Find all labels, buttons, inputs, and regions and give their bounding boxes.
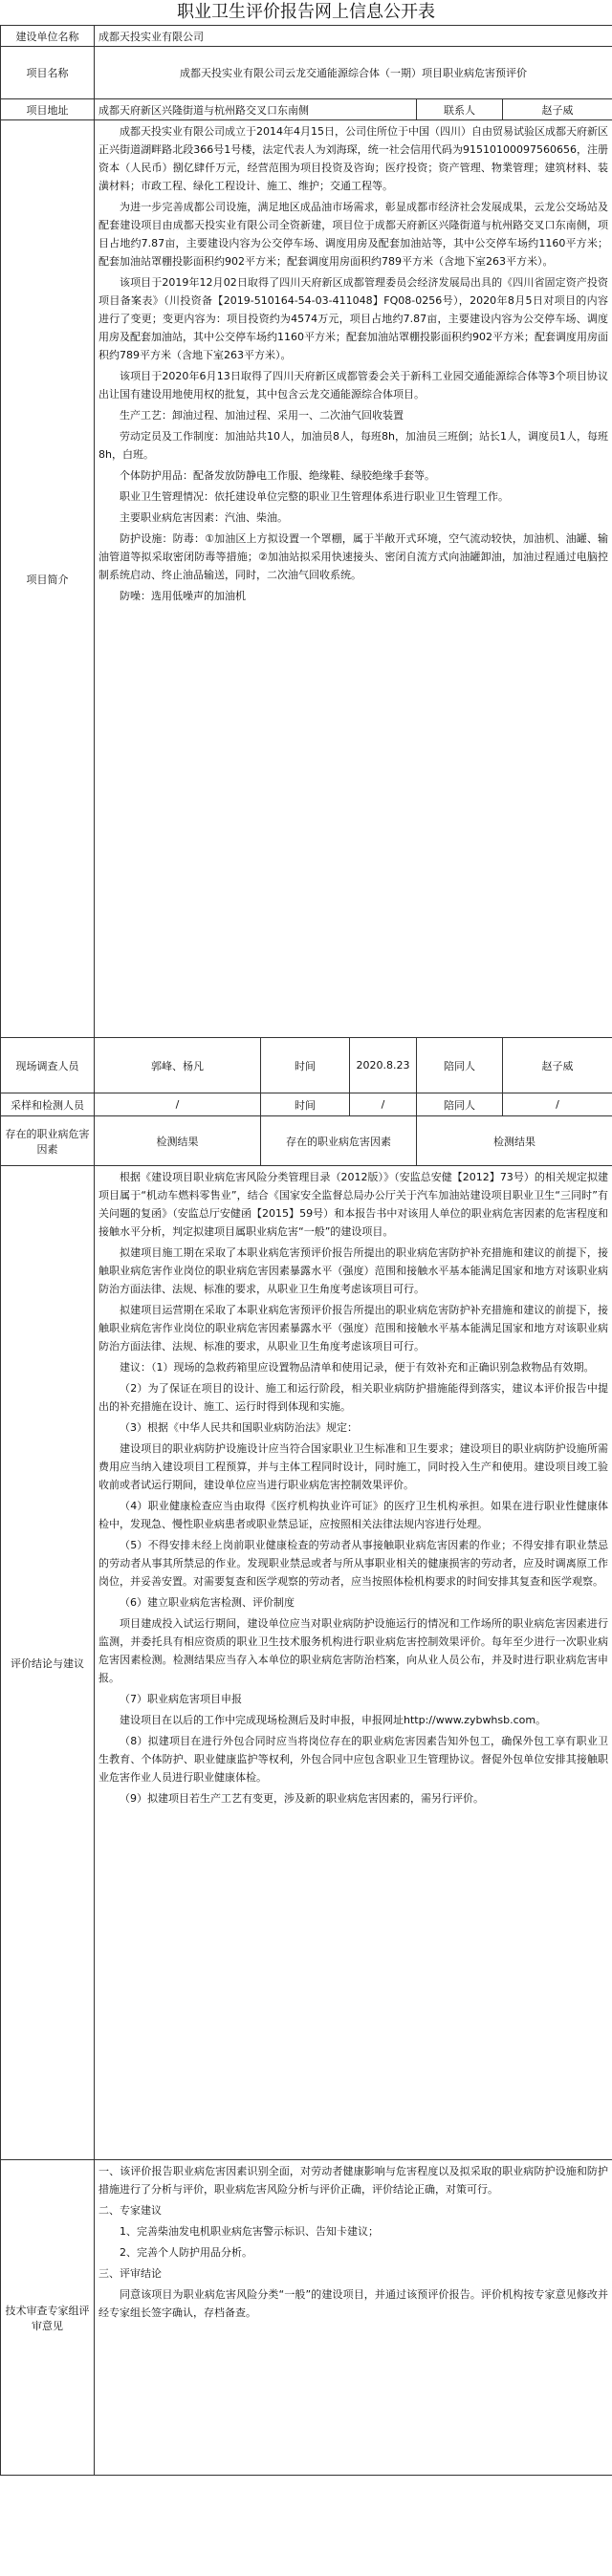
intro-paragraph: 主要职业病危害因素：汽油、柴油。 <box>120 511 288 524</box>
conclusion-paragraph: （9）拟建项目若生产工艺有变更，涉及新的职业病危害因素的，需另行评价。 <box>120 1792 484 1805</box>
conclusion-paragraph: 建设项目在以后的工作中完成现场检测后及时申报，申报网址http://www.zybwhsb.com。 <box>120 1714 547 1726</box>
intro-paragraph: 该项目于2019年12月02日取得了四川天府新区成都管理委员会经济发展局出具的《四川省固定资产投资项目备案表》（川投资备【2019-510164-54-03-411048】FQ08-0256号），2020年8月5日对项目的内容进行了变更；变更内容为：项目投资约为4574万元，项目占地约7.87亩，主要建设内容为公交停车场、调度用房及配套加油站，其中公交停车场约1160平方米；配套加油站罩棚投影面积约902平方米；配套调度用房面积约789平方米（含地下室263平方米）。 <box>98 276 609 361</box>
conclusion-paragraph: （3）根据《中华人民共和国职业病防治法》规定： <box>120 1421 358 1434</box>
expert-paragraph: 同意该项目为职业病危害风险分类“一般”的建设项目，并通过该预评价报告。评价机构按专家意见修改并经专家组长签字确认，存档备查。 <box>98 2288 609 2319</box>
contact-value: 赵子威 <box>503 99 612 120</box>
intro-paragraph: 劳动定员及工作制度：加油站共10人，加油员8人，每班8h，加油员三班倒；站长1人，调度员1人，每班8h，白班。 <box>98 430 609 461</box>
address-row <box>1 99 612 120</box>
result-label-2: 检测结果 <box>417 1116 612 1166</box>
sampling-value: / <box>95 1093 261 1116</box>
intro-paragraph: 防护设施：防毒：①加油区上方拟设置一个罩棚，属于半敞开式环境，空气流动较快，加油机、油罐、输油管道等拟采取密闭防毒等措施；②加油站拟采用快速接头、密闭自流方式向油罐卸油，加油过程通过电脑控制系统启动、终止油品输送，同时，二次油气回收系统。 <box>98 532 609 581</box>
sampling-time-value: / <box>350 1093 417 1116</box>
sampling-companion-value: / <box>503 1093 612 1116</box>
intro-paragraph: 为进一步完善成都公司设施，满足地区成品油市场需求，彰显成都市经济社会发展成果，云龙公交场站及配套建设项目由成都天投实业有限公司全资新建，项目位于成都天府新区兴隆街道与杭州路交叉口东南侧，项目占地约7.87亩，主要建设内容为公交停车场、调度用房及配套加油站等，其中公交停车场约1160平方米；配套加油站罩棚投影面积约902平方米；配套调度用房面积约789平方米（含地下室263平方米）。 <box>98 201 609 268</box>
survey-time-label: 时间 <box>261 1038 350 1093</box>
survey-value: 郭峰、杨凡 <box>95 1038 261 1093</box>
intro-paragraph: 成都天投实业有限公司成立于2014年4月15日，公司住所位于中国（四川）自由贸易试验区成都天府新区正兴街道湖畔路北段366号1号楼，法定代表人为刘海琛，统一社会信用代码为91510100097560656，注册资本（人民币）捌亿肆仟万元，经营范围为项目投资及咨询；医疗投资；资产管理、物業管理；建筑材料、装潢材料；市政工程、绿化工程设计、施工、维护；交通工程等。 <box>98 125 609 192</box>
expert-paragraph: 2、完善个人防护用品分析。 <box>120 2246 252 2259</box>
intro-content <box>95 120 612 1038</box>
sampling-time-label: 时间 <box>261 1093 350 1116</box>
conclusion-paragraph: （8）拟建项目在进行外包合同时应当将岗位存在的职业病危害因素告知外包工，确保外包工享有职业卫生教育、个体防护、职业健康监护等权利，外包合同中应包含职业卫生管理协议。督促外包单位安排其接触职业危害作业人员进行职业健康体检。 <box>98 1735 609 1784</box>
sampling-label: 采样和检测人员 <box>1 1093 95 1116</box>
expert-content <box>95 2160 612 2476</box>
info-table <box>0 25 612 2476</box>
conclusion-paragraph: （2）为了保证在项目的设计、施工和运行阶段，相关职业病防护措施能得到落实，建议本评价报告中提出的补充措施在设计、施工、运行时得到体现和实施。 <box>98 1382 609 1413</box>
expert-paragraph: 三、评审结论 <box>98 2267 162 2280</box>
conclusion-paragraph: 拟建项目运营期在采取了本职业病危害预评价报告所提出的职业病危害防护补充措施和建议的前提下，接触职业病危害作业岗位的职业病危害因素暴露水平（强度）范围和接触水平基本能满足国家和地方对该职业病防治方面法律、法规、标准的要求，从职业卫生角度考虑该项目可行。 <box>98 1304 609 1353</box>
org-label: 建设单位名称 <box>1 26 95 47</box>
conclusion-paragraph: 建议：（1）现场的急救药箱里应设置物品清单和使用记录，便于有效补充和正确识别急救物品有效期。 <box>120 1361 595 1374</box>
expert-paragraph: 一、该评价报告职业病危害因素识别全面，对劳动者健康影响与危害程度以及拟采取的职业病防护设施和防护措施进行了分析与评价，职业病危害风险分析与评价正确，评价结论正确，对策可行。 <box>98 2165 609 2196</box>
intro-row <box>1 120 612 1038</box>
survey-companion-value: 赵子威 <box>503 1038 612 1093</box>
conclusion-content <box>95 1166 612 2160</box>
org-row <box>1 26 612 47</box>
sampling-row <box>1 1093 612 1116</box>
intro-paragraph: 生产工艺：卸油过程、加油过程、采用一、二次油气回收装置 <box>120 409 404 422</box>
project-row <box>1 47 612 99</box>
intro-label: 项目简介 <box>1 120 95 1038</box>
intro-paragraph: 该项目于2020年6月13日取得了四川天府新区成都管委会关于新科工业园交通能源综合体等3个项目协议出让国有建设用地使用权的批复，其中包含云龙交通能源综合体项目。 <box>98 370 609 400</box>
result-label: 检测结果 <box>95 1116 261 1166</box>
project-value: 成都天投实业有限公司云龙交通能源综合体（一期）项目职业病危害预评价 <box>95 47 612 99</box>
intro-paragraph: 防噪：选用低噪声的加油机 <box>120 590 246 602</box>
conclusion-row <box>1 1166 612 2160</box>
intro-paragraph: 个体防护用品：配备发放防静电工作服、绝缘鞋、绿胶绝缘手套等。 <box>120 469 435 482</box>
expert-paragraph: 1、完善柴油发电机职业病危害警示标识、告知卡建议； <box>120 2225 379 2238</box>
hazard-row <box>1 1116 612 1166</box>
conclusion-paragraph: （4）职业健康检查应当由取得《医疗机构执业许可证》的医疗卫生机构承担。如果在进行职业性健康体检中，发现急、慢性职业病患者或职业禁忌证，应按照相关法律法规内容进行处理。 <box>98 1500 609 1530</box>
hazard-label-2: 存在的职业病危害因素 <box>261 1116 417 1166</box>
hazard-label: 存在的职业病危害因素 <box>1 1116 95 1166</box>
sampling-companion-label: 陪同人 <box>417 1093 503 1116</box>
expert-paragraph: 二、专家建议 <box>98 2204 162 2217</box>
org-value: 成都天投实业有限公司 <box>95 26 612 47</box>
conclusion-paragraph: 根据《建设项目职业病危害风险分类管理目录（2012版）》（安监总安健【2012】73号）的相关规定拟建项目属于“机动车燃料零售业”，结合《国家安全监督总局办公厅关于汽车加油站建设项目职业卫生“三同时”有关问题的复函》（安监总厅安健函【2015】59号）和本报告书中对该用人单位的职业病危害因素的危害程度和接触水平分析，判定拟建项目属职业病危害“一般”的建设项目。 <box>98 1171 609 1238</box>
address-value: 成都天府新区兴隆街道与杭州路交叉口东南侧 <box>95 99 417 120</box>
conclusion-paragraph: （6）建立职业病危害检测、评价制度 <box>120 1596 295 1609</box>
conclusion-paragraph: 建设项目的职业病防护设施设计应当符合国家职业卫生标准和卫生要求；建设项目的职业病防护设施所需费用应当纳入建设项目工程预算，并与主体工程同时设计，同时施工，同时投入生产和使用。建设项目竣工验收前或者试运行期间，建设单位应当进行职业病危害控制效果评价。 <box>98 1442 609 1491</box>
conclusion-paragraph: 项目建成投入试运行期间，建设单位应当对职业病防护设施运行的情况和工作场所的职业病危害因素进行监测，并委托具有相应资质的职业卫生技术服务机构进行职业病危害控制效果评价。每年至少进行一次职业病危害因素检测。检测结果应当存入本单位的职业病危害防治档案，向从业人员公布，并及时进行职业病危害申报。 <box>98 1617 609 1684</box>
conclusion-label: 评价结论与建议 <box>1 1166 95 2160</box>
conclusion-paragraph: （7）职业病危害项目申报 <box>120 1693 242 1705</box>
contact-label: 联系人 <box>417 99 503 120</box>
address-label: 项目地址 <box>1 99 95 120</box>
survey-row <box>1 1038 612 1093</box>
expert-row <box>1 2160 612 2476</box>
survey-companion-label: 陪同人 <box>417 1038 503 1093</box>
survey-label: 现场调查人员 <box>1 1038 95 1093</box>
conclusion-paragraph: 拟建项目施工期在采取了本职业病危害预评价报告所提出的职业病危害防护补充措施和建议的前提下，接触职业病危害作业岗位的职业病危害因素暴露水平（强度）范围和接触水平基本能满足国家和地方对该职业病防治方面法律、法规、标准的要求，从职业卫生角度考虑该项目可行。 <box>98 1246 609 1295</box>
conclusion-paragraph: （5）不得安排未经上岗前职业健康检查的劳动者从事接触职业病危害因素的作业；不得安排有职业禁忌的劳动者从事其所禁忌的作业。发现职业禁忌或者与所从事职业相关的健康损害的劳动者，应及时调离原工作岗位，并妥善安置。对需要复查和医学观察的劳动者，应当按照体检机构要求的时间安排其复查和医学观察。 <box>98 1539 609 1588</box>
project-label: 项目名称 <box>1 47 95 99</box>
expert-label: 技术审查专家组评审意见 <box>1 2160 95 2476</box>
survey-time-value: 2020.8.23 <box>350 1038 417 1093</box>
page-title: 职业卫生评价报告网上信息公开表 <box>177 2 435 22</box>
intro-paragraph: 职业卫生管理情况：依托建设单位完整的职业卫生管理体系进行职业卫生管理工作。 <box>120 490 509 503</box>
